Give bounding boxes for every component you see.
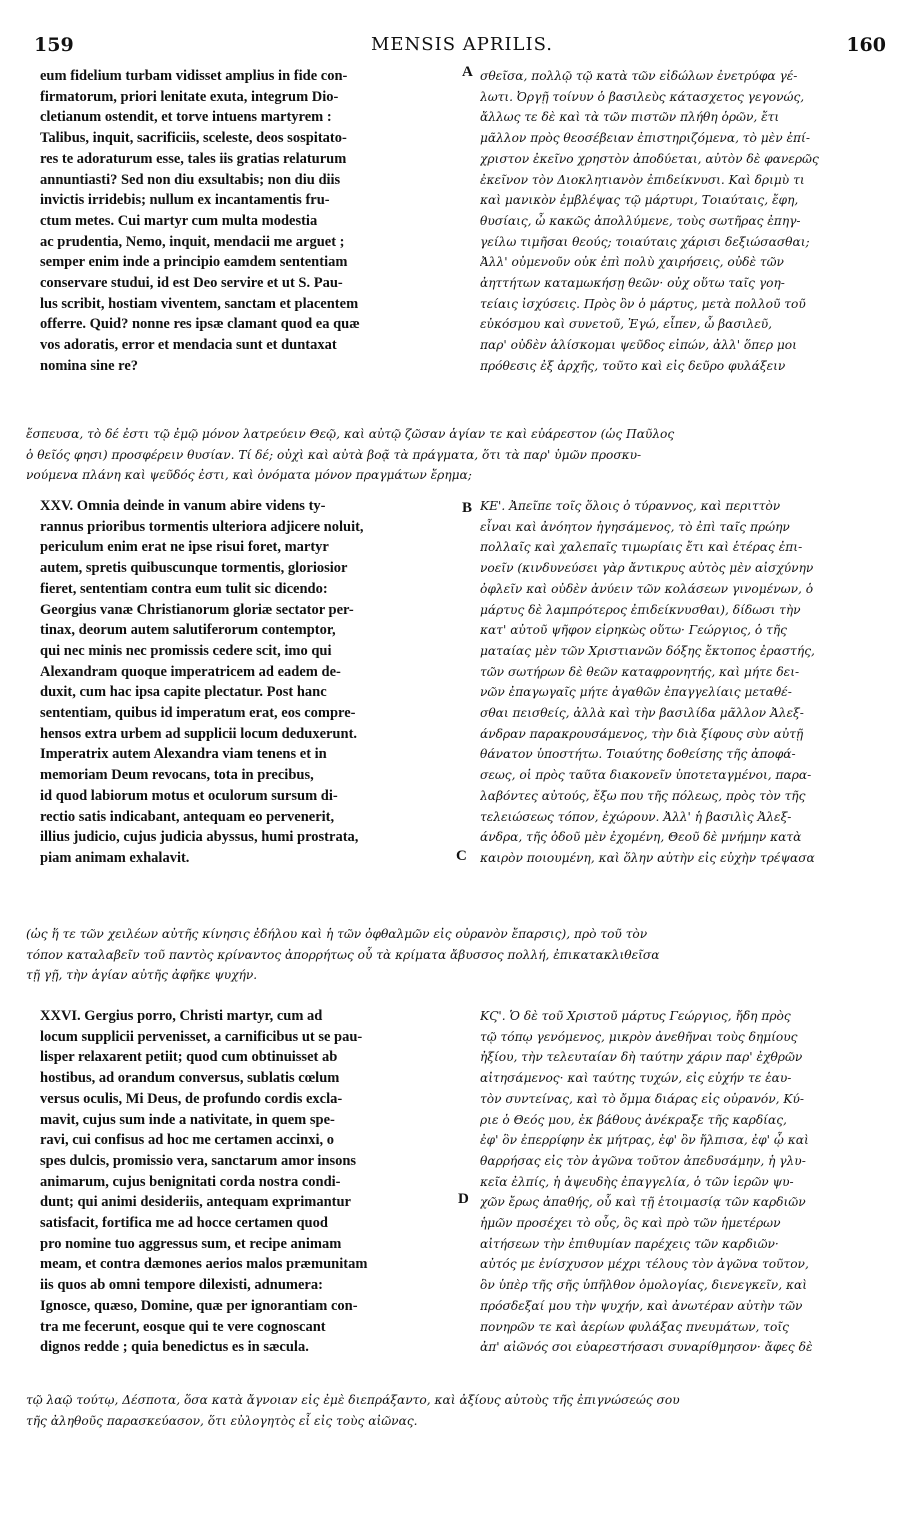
text-line: άνδραν παρακρουσάμενος, τὴν διὰ ξίφους σὺν αὐτῇ [480,726,804,741]
text-line: ἄλλως τε δὲ καὶ τὰ τῶν πιστῶν πλήθη ὁρῶν, ἔτι [480,110,780,125]
greek-fullwidth-section-1 [26,424,904,486]
greek-column-section-1 [480,66,900,377]
text-line: λωτι. Ὀργῇ τοίνυν ὁ βασιλεὺς κάτασχετος γεγονώς, [480,89,805,104]
text-line: τόπον καταλαβεῖν τοῦ παντὸς κρίναντος ἀπορρήτως οὗ τὰ κρίματα ἄβυσσος πολλή, ἐπικατακλιθεῖσα [26,947,660,962]
text-line: ὃν ὑπὲρ τῆς σῆς ὑπῆλθον ὁμολογίας, διενεγκεῖν, καὶ [480,1278,807,1293]
text-line: hensos extra urbem ad supplicii locum deduxerunt. [40,725,358,742]
text-line: χριστον ἐκεῖνο χρηστὸν ἀποδύεται, αὐτὸν δὲ φανερῶς [480,151,819,166]
greek-fullwidth-section-3 [26,1390,904,1431]
text-line: dunt; qui animi desideriis, antequam exprimantur [40,1194,351,1211]
text-line: Georgius vanæ Christianorum gloriæ sectator per- [40,601,354,618]
text-line: τελειώσεως τόπον, ἐχώρουν. Ἀλλ' ἡ βασιλὶς Ἀλεξ- [480,809,792,824]
text-line: εἶναι καὶ ἀνόητον ἡγησάμενος, τὸ ἐπὶ ταῖς πρώην [480,519,790,534]
text-line: ματαίας μὲν τῶν Χριστιανῶν δόξης ἔκτοπος ἐραστής, [480,643,815,658]
text-line: sententiam, quibus id imperatum erat, eos compre- [40,705,356,722]
text-line: Alexandram quoque imperatricem ad eadem de- [40,663,341,680]
text-line: αἰτησάμενος· καὶ ταύτης τυχών, εἰς εὐχήν τε ἑαυ- [480,1071,792,1086]
text-line: εὐκόσμου καὶ συνετοῦ, Ἐγώ, εἶπεν, ὦ βασιλεῦ, [480,317,773,332]
text-line: νοεῖν (κινδυνεύσει γὰρ ἄντικρυς αὐτὸς μὲν αἰσχύνην [480,561,814,576]
text-line: αὐτός με ἐνίσχυσον μέχρι τέλους τὸν ἀγῶνα τοῦτον, [480,1257,809,1272]
text-line: ac prudentia, Nemo, inquit, mendacii me arguet ; [40,233,345,250]
text-line: memoriam Deum revocans, tota in precibus, [40,767,314,784]
text-line: piam animam exhalavit. [40,849,190,866]
text-line: ctum metes. Cui martyr cum multa modestia [40,212,318,229]
text-line: id quod labiorum motus et oculorum sursum di- [40,787,338,804]
text-line: pro nomine tuo aggressus sum, et recipe animam [40,1235,342,1252]
text-line: semper enim inde a principio eamdem sententiam [40,254,348,271]
text-line: fieret, sententiam contra eum tulit sic dicendo: [40,580,328,597]
text-line: τῷ τόπῳ γενόμενος, μικρὸν ἀνεθῆναι τοὺς δημίους [480,1029,798,1044]
text-line: σθεῖσα, πολλῷ τῷ κατὰ τῶν εἰδώλων ἐνετρύφα γέ- [480,69,798,83]
text-line: res te adoraturum esse, tales iis gratias relaturum [40,150,347,167]
text-line: Talibus, inquit, sacrificiis, sceleste, deos sospitato- [40,130,347,147]
greek-column-section-3 [480,1006,900,1358]
text-line: Ignosce, quæso, Domine, quæ per ignorantiam con- [40,1297,358,1314]
text-line: tra me fecerunt, eosque qui te vere cognoscant [40,1318,326,1335]
text-line: μάρτυς δὲ λαμπρότερος ἐπιδείκνυσθαι), δίδωσι τὴν [480,602,801,617]
text-line: invictis irridebis; nullum ex incantamentis fru- [40,192,330,209]
text-line: ἀπ' αἰῶνός σοι εὐαρεστήσασι συναρίθμησον· ἄφες δὲ [480,1340,813,1355]
text-line: ὀφλεῖν καὶ οὐδὲν ἀνύειν τῶν κολάσεων γινομένων, ὁ [480,581,814,596]
text-line: nomina sine re? [40,357,139,374]
text-line: πονηρῶν τε καὶ ἀερίων φυλάξας πνευμάτων, τοῖς [480,1319,789,1334]
text-line: versus oculis, Mi Deus, de profundo cordis excla- [40,1090,343,1107]
text-line: ΚϚ'. Ὁ δὲ τοῦ Χριστοῦ μάρτυς Γεώργιος, ἤδη πρὸς [480,1009,791,1023]
text-line: spes dulcis, promissio vera, sanctarum amor insons [40,1152,357,1169]
text-line: μᾶλλον πρὸς θεοσέβειαν ἐπιστηριζόμενα, τὸ μὲν ἐπί- [480,131,810,146]
text-line: XXV. Omnia deinde in vanum abire videns ty- [40,498,326,514]
text-line: locum supplicii pervenisset, a carnificibus ut se pau- [40,1028,363,1045]
text-line: καὶ μανικὸν ἐμβλέψας τῷ μάρτυρι, Τοιαύταις, ἔφη, [480,193,799,208]
text-line: θαρρήσας εἰς τὸν ἀγῶνα τοῦτον ἀπεδυσάμην, ἡ γλυ- [480,1153,806,1168]
text-line: lus scribit, hostiam viventem, sanctam et placentem [40,295,359,312]
text-line: χῶν ἔρως ἀπαθής, οὗ καὶ τῇ ἑτοιμασίᾳ τῶν καρδιῶν [480,1195,806,1210]
text-line: conservare studui, id est Deo servire et ut S. Pau- [40,275,343,292]
text-line: παρ' οὐδὲν ἁλίσκομαι ψεῦδος εἰπών, ἀλλ' ὅπερ μοι [480,338,797,353]
text-line: iis quos ab omni tempore dilexisti, adnumera: [40,1277,323,1294]
text-line: λαβόντες αὐτούς, ἔξω που τῆς πόλεως, πρὸς τὸν τῆς [480,788,806,803]
latin-column-section-1 [40,66,458,377]
running-title: MENSIS APRILIS. [370,34,554,55]
text-line: θυσίαις, ὦ κακῶς ἀπολλύμενε, τοὺς σωτῆρας ἐπηγ- [480,213,801,228]
text-line: cletianum ostendit, et torve intuens martyrem : [40,109,332,126]
text-line: ἡμῶν προσέχει τὸ οὖς, ὃς καὶ πρὸ τῶν ἡμετέρων [480,1216,781,1231]
text-line: πρόσδεξαί μου τὴν ψυχήν, καὶ ἀνωτέραν αὐτὴν τῶν [480,1298,803,1313]
text-line: θάνατον ὑποστήτω. Τοιαύτης δοθείσης τῆς ἀποφά- [480,747,796,762]
greek-column-section-2 [480,496,900,869]
text-line: illius judicio, cujus judicia abyssus, humi prostrata, [40,829,359,846]
text-line: rectio satis indicabant, antequam eo pervenerit, [40,808,335,825]
text-line: offerre. Quid? nonne res ipsæ clamant quod ea quæ [40,316,360,333]
margin-letter-d: D [458,1191,469,1207]
text-line: τῷ λαῷ τούτῳ, Δέσποτα, ὅσα κατὰ ἄγνοιαν εἰς ἐμὲ διεπράξαντο, καὶ ἀξίους αὐτοὺς τῆς ἐπιγνώσεώς σου [26,1393,680,1407]
text-line: duxit, cum hac ipsa capite plectatur. Post hanc [40,684,327,701]
text-line: γείλω τιμῆσαι θεούς; τοιαύταις χάρισι δεξιώσασθαι; [480,234,810,249]
text-line: πρόθεσις ἐξ ἀρχῆς, τοῦτο καὶ εἰς δεῦρο φυλάξειν [480,358,786,373]
text-line: animarum, cujus benignitati corda nostra condi- [40,1173,341,1190]
text-line: νούμενα πλάνη καὶ ψεῦδός ἐστι, καὶ ὀνόματα μόνον πραγμάτων ἔρημα; [26,468,472,483]
text-line: ὁ θεῖός φησι) προσφέρειν θυσίαν. Τί δέ; οὐχὶ καὶ αὐτὰ βοᾷ τὰ πράγματα, ὅτι τὰ παρ' ὑμῶν προσκυ- [26,447,642,462]
text-line: πολλαῖς καὶ χαλεπαῖς τιμωρίαις ἔτι καὶ ἑτέρας ἐπι- [480,540,803,555]
greek-fullwidth-section-2 [26,924,904,986]
text-line: meam, et contra dæmones aerios malos præmunitam [40,1256,368,1273]
latin-column-section-3 [40,1006,458,1358]
text-line: ἐκεῖνον τὸν Διοκλητιανὸν ἐπιδείκνυσι. Καὶ δριμὺ τι [480,172,805,187]
page-number-right: 160 [846,34,886,56]
text-line: XXVI. Gergius porro, Christi martyr, cum ad [40,1008,323,1024]
text-line: σεως, οἱ πρὸς ταῦτα διακονεῖν ὑποτεταγμένοι, παρα- [480,768,812,783]
text-line: αἰτήσεων τὴν ἐπιθυμίαν παρέχεις τῶν καρδιῶν· [480,1236,779,1251]
text-line: ἐφ' ὃν ἐπερρίφην ἐκ μήτρας, ἐφ' ὃν ἤλπισα, ἐφ' ᾧ καὶ [480,1133,809,1148]
text-line: hostibus, ad orandum conversus, sublatis cœlum [40,1070,340,1087]
text-line: Imperatrix autem Alexandra viam tenens et in [40,746,327,763]
text-line: Ἀλλ' οὐμενοῦν οὐκ ἐπὶ πολὺ χαιρήσεις, οὐδὲ τῶν [480,255,784,270]
text-line: τῆς ἀληθοῦς παρασκεύασον, ὅτι εὐλογητὸς εἶ εἰς τοὺς αἰῶνας. [26,1413,418,1428]
latin-column-section-2 [40,496,458,869]
margin-letter-c: C [456,848,467,864]
text-line: ΚΕ'. Ἀπεῖπε τοῖς ὅλοις ὁ τύραννος, καὶ περιττὸν [480,499,781,513]
margin-letter-b: B [462,500,473,516]
text-line: qui nec minis nec promissis cedere scit, imo qui [40,642,332,659]
text-line: ἀηττήτων καταμωκήσῃ θεῶν· οὐχ οὕτω ταῖς γοη- [480,276,785,291]
text-line: τὸν συντείνας, καὶ τὸ ὄμμα διάρας εἰς οὐρανόν, Κύ- [480,1091,805,1106]
page-header [24,34,900,64]
text-line: eum fidelium turbam vidisset amplius in fide con- [40,68,348,84]
text-line: dignos redde ; quia benedictus es in sæcula. [40,1339,309,1356]
text-line: periculum enim erat ne ipse risui foret, martyr [40,539,329,556]
text-line: lisper relaxarent petiit; quod cum obtinuisset ab [40,1049,338,1066]
text-line: ριε ὁ Θεός μου, ἐκ βάθους ἀνέκραξε τῆς καρδίας, [480,1112,787,1127]
text-line: firmatorum, priori lenitate exuta, integrum Dio- [40,88,339,105]
text-line: καιρὸν ποιουμένη, καὶ ὅλην αὐτὴν εἰς εὐχὴν τρέψασα [480,850,815,865]
text-line: mavit, cujus sum inde a nativitate, in quem spe- [40,1111,335,1128]
text-line: ἠξίου, τὴν τελευταίαν δὴ ταύτην χάριν παρ' ἐχθρῶν [480,1050,803,1065]
page-number-left: 159 [34,34,74,56]
text-line: τῶν σωτήρων δὲ θεῶν καταφρονητής, καὶ μήτε δει- [480,664,800,679]
text-line: annuntiasti? Sed non diu exsultabis; non diu diis [40,171,341,188]
text-line: tinax, deorum autem salutiferorum contemptor, [40,622,336,639]
text-line: άνδρα, τῆς ὁδοῦ μὲν ἐχομένη, Θεοῦ δὲ μνήμην κατὰ [480,830,802,845]
text-line: autem, spretis quibuscunque tormentis, gloriosior [40,560,348,577]
text-line: ἔσπευσα, τὸ δέ ἐστι τῷ ἐμῷ μόνον λατρεύειν Θεῷ, καὶ αὐτῷ ζῶσαν ἁγίαν τε καὶ εὐάρεστον (ὡς Παῦλος [26,427,675,441]
text-line: rannus prioribus tormentis ulteriora adjicere noluit, [40,518,364,535]
text-line: ravi, cui confisus ad hoc me certamen accinxi, o [40,1132,334,1149]
text-line: κατ' αὐτοῦ ψῆφον εἰρηκὼς οὕτω· Γεώργιος, ὁ τῆς [480,623,787,638]
text-line: σθαι πεισθείς, ἀλλὰ καὶ τὴν βασιλίδα μᾶλλον Ἀλεξ- [480,706,804,721]
text-line: vos adoratis, error et mendacia sunt et duntaxat [40,337,337,354]
text-line: τῇ γῇ, τὴν ἁγίαν αὐτῆς ἀφῆκε ψυχήν. [26,968,258,983]
text-line: τείαις ἰσχύσεις. Πρὸς ὃν ὁ μάρτυς, μετὰ πολλοῦ τοῦ [480,296,806,311]
text-line: νῶν ἐπαγωγαῖς μήτε ἀγαθῶν ἐπαγγελίαις μεταθέ- [480,685,792,700]
text-line: satisfacit, fortifica me ad hocce certamen quod [40,1215,328,1232]
margin-letter-a: A [462,64,473,80]
text-line: (ὡς ἥ τε τῶν χειλέων αὐτῆς κίνησις ἐδήλου καὶ ἡ τῶν ὀφθαλμῶν εἰς οὐρανὸν ἔπαρσις), πρὸ τοῦ τὸν [26,927,648,941]
text-line: κεῖα ἐλπίς, ἡ ἀψευδὴς ἐπαγγελία, ὁ τῶν ἱερῶν ψυ- [480,1174,794,1189]
